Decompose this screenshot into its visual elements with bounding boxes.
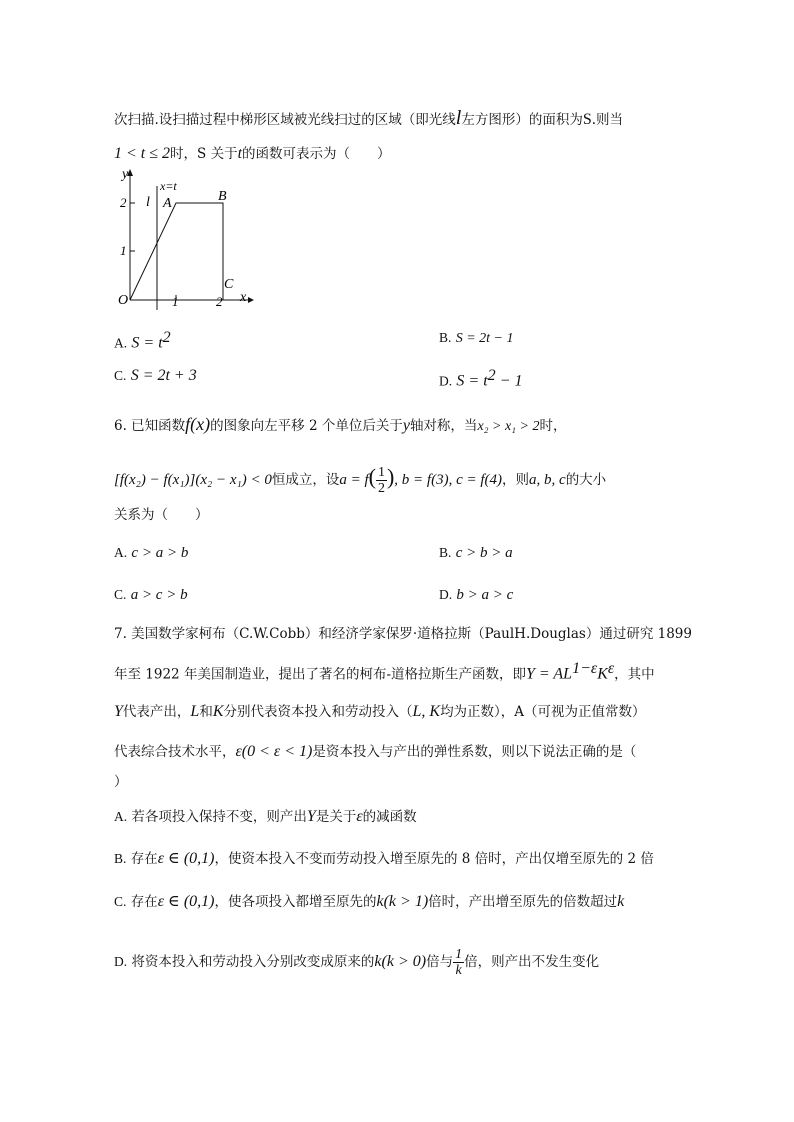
option-k-cond: k(k > 0) xyxy=(374,953,427,970)
option-expr: S = t xyxy=(131,334,163,352)
point-C: C xyxy=(224,277,234,292)
q6-var-y: y xyxy=(402,417,410,434)
fraction-denominator: 2 xyxy=(377,481,385,496)
option-label: D. xyxy=(114,954,128,969)
option-k-cond: k(k > 1) xyxy=(376,893,429,910)
q6-text: 轴对称，当 xyxy=(409,418,478,434)
q5-text: 的函数可表示为（ ） xyxy=(242,146,391,162)
q7-text: 分别代表资本投入和劳动投入（ xyxy=(223,704,413,720)
q6-condition: x₂ > x₁ > 2 xyxy=(477,419,540,434)
q7-line-1 xyxy=(114,624,692,644)
q5-var-l: l xyxy=(455,107,462,129)
option-text: 是关于 xyxy=(315,809,357,825)
q7-var-K: K xyxy=(212,703,224,720)
option-text: 倍与 xyxy=(426,954,454,970)
q5-var-S: S xyxy=(582,111,592,128)
origin-O: O xyxy=(118,293,129,308)
q7-option-d[interactable] xyxy=(114,944,599,980)
q7-var-Y: Y xyxy=(114,703,123,720)
option-text: 存在 xyxy=(130,851,158,867)
option-expr: a > c > b xyxy=(130,587,188,603)
q5-text: 左方图形）的面积为 xyxy=(461,112,583,128)
q5-text: 次扫描.设扫描过程中梯形区域被光线扫过的区域（即光线 xyxy=(114,112,456,128)
q7-text: 年至 1922 年美国制造业，提出了著名的柯布-道格拉斯生产函数，即 xyxy=(114,666,526,683)
q7-exponent: 1−ε xyxy=(572,660,598,677)
q5-condition: 1 < t ≤ 2 xyxy=(114,145,171,162)
paren-open: ( xyxy=(368,464,376,489)
q7-text: ） xyxy=(114,774,128,790)
option-text: ，使各项投入都增至原先的 xyxy=(214,894,377,910)
q6-text: 关系为（ ） xyxy=(114,507,209,523)
y-axis-label: y xyxy=(122,167,129,182)
trapezoid-figure xyxy=(108,164,258,310)
q5-line-1 xyxy=(114,108,623,130)
q6-text: 的大小 xyxy=(565,472,607,488)
q7-var-LK: L, K xyxy=(412,703,441,720)
option-expr: S = 2t − 1 xyxy=(455,331,514,346)
q7-text: ，其中 xyxy=(614,666,655,683)
option-eps-range: ε ∈ (0,1) xyxy=(157,893,215,910)
q6-option-b[interactable] xyxy=(439,543,513,563)
q7-text: 7. 美国数学家柯布（C.W.Cobb）和经济学家保罗·道格拉斯（PaulH.Douglas）通过研究 1899 xyxy=(114,626,692,642)
option-expr: c > a > b xyxy=(131,545,189,561)
option-text: 若各项投入保持不变，则产出 xyxy=(131,809,307,825)
q7-text: 代表综合技术水平， xyxy=(114,744,236,760)
q5-option-b[interactable] xyxy=(439,328,513,349)
q7-line-3 xyxy=(114,702,646,722)
option-label: B. xyxy=(114,851,127,866)
option-expr: S = 2t + 3 xyxy=(130,367,197,384)
option-expr: S = t xyxy=(456,372,488,390)
y-tick-label-2: 2 xyxy=(120,195,127,210)
option-text: ，使资本投入不变而劳动投入增至原先的 8 倍时，产出仅增至原先的 2 倍 xyxy=(214,851,654,867)
q7-formula-K: K xyxy=(597,665,608,683)
q6-text: 的图象向左平移 2 个单位后关于 xyxy=(210,418,403,434)
q7-line-4 xyxy=(114,742,636,762)
q6-line-2 xyxy=(114,460,606,497)
q6-text: 恒成立，设 xyxy=(271,472,340,488)
q6-option-c[interactable] xyxy=(114,585,188,605)
option-var-Y: Y xyxy=(306,808,316,825)
x-tick-label-1: 1 xyxy=(172,294,179,309)
option-eps-range: ε ∈ (0,1) xyxy=(157,850,215,867)
option-text: 将资本投入和劳动投入分别改变成原来的 xyxy=(131,954,375,970)
q7-text: 是资本投入与产出的弹性系数，则以下说法正确的是（ xyxy=(312,744,637,760)
fraction-denominator: k xyxy=(455,963,462,978)
q6-vars: a, b, c xyxy=(529,472,566,488)
q6-option-d[interactable] xyxy=(439,585,513,605)
q6-def-a: a = f xyxy=(339,472,369,488)
q6-text: 时， xyxy=(539,418,567,434)
q7-var-L: L xyxy=(190,703,200,720)
option-text: 倍，则产出不发生变化 xyxy=(464,954,600,970)
option-label: D. xyxy=(439,373,453,389)
q7-line-5 xyxy=(114,772,128,792)
fraction-numerator: 1 xyxy=(377,465,385,480)
q6-text: 6. 已知函数 xyxy=(114,418,186,434)
q7-exponent: ε xyxy=(607,660,615,677)
q6-inequality: [f(x₂) − f(x₁)](x₂ − x₁) < 0 xyxy=(114,472,272,488)
option-label: C. xyxy=(114,894,127,909)
option-expr-tail: − 1 xyxy=(495,372,523,390)
q6-line-1 xyxy=(114,414,567,437)
option-label: B. xyxy=(439,330,452,345)
option-expr: c > b > a xyxy=(455,545,513,561)
option-label: C. xyxy=(114,587,127,602)
trapezoid-outline xyxy=(130,203,223,300)
x-axis-label: x xyxy=(240,290,247,305)
q7-epsilon-range: ε(0 < ε < 1) xyxy=(235,743,313,760)
x-tick-label-2: 2 xyxy=(216,294,223,309)
option-var-eps: ε xyxy=(356,808,363,825)
option-label: B. xyxy=(439,545,452,560)
q5-line-2 xyxy=(114,144,391,164)
x-axis-arrow xyxy=(248,297,254,303)
line-label-l: l xyxy=(146,195,150,210)
option-text: 倍时，产出增至原先的倍数超过 xyxy=(428,894,618,910)
q7-line-2 xyxy=(114,659,655,685)
option-label: C. xyxy=(114,368,127,383)
q7-text: 代表产出， xyxy=(122,704,191,720)
option-label: A. xyxy=(114,545,128,560)
q5-option-d[interactable] xyxy=(439,366,522,392)
option-text: 的减函数 xyxy=(362,809,417,825)
q7-option-a[interactable] xyxy=(114,807,417,827)
q7-text: 均为正数），A（可视为正值常数） xyxy=(440,704,646,720)
line-equation: x=t xyxy=(160,179,177,193)
option-label: D. xyxy=(439,587,453,602)
q5-option-a[interactable] xyxy=(114,328,171,354)
q5-text: 时，S 关于 xyxy=(170,146,238,162)
q7-option-b[interactable] xyxy=(114,849,654,869)
paren-close: ) xyxy=(386,464,395,489)
q6-def-rest: , b = f(3), c = f(4) xyxy=(394,472,503,488)
point-B: B xyxy=(218,189,227,204)
q5-var-t: t xyxy=(237,145,243,162)
q6-option-a[interactable] xyxy=(114,543,188,563)
option-label: A. xyxy=(114,335,128,351)
q7-option-c[interactable] xyxy=(114,892,624,912)
fraction-one-over-k xyxy=(453,947,464,978)
q6-fx: f(x) xyxy=(185,414,211,434)
option-expr: b > a > c xyxy=(456,587,514,603)
q7-formula: Y = AL xyxy=(526,665,573,683)
q7-text: 和 xyxy=(199,704,213,720)
q6-text: ，则 xyxy=(502,472,530,488)
q5-option-c[interactable] xyxy=(114,366,197,386)
q5-text: .则当 xyxy=(591,112,624,128)
option-exponent: 2 xyxy=(487,367,496,384)
point-A: A xyxy=(163,196,172,211)
q6-line-3 xyxy=(114,505,209,525)
option-exponent: 2 xyxy=(162,329,171,346)
option-text: 存在 xyxy=(130,894,158,910)
fraction-one-half xyxy=(376,465,387,496)
y-tick-label-1: 1 xyxy=(120,243,127,258)
option-label: A. xyxy=(114,809,128,824)
fraction-numerator: 1 xyxy=(455,947,463,962)
option-var-k: k xyxy=(617,893,625,910)
